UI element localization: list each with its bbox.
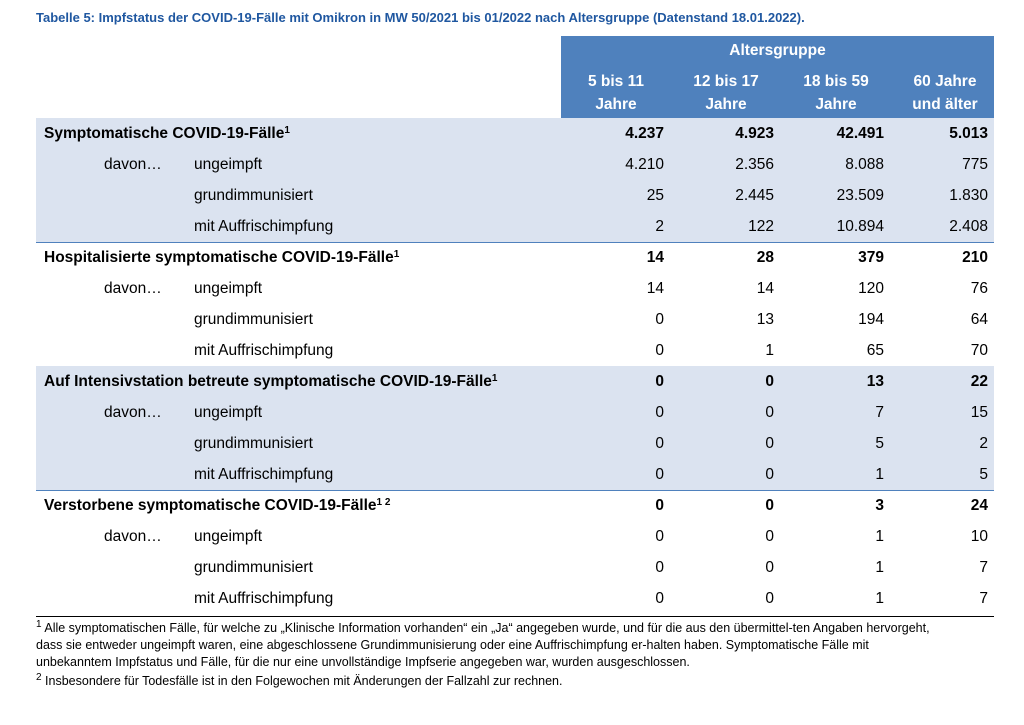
value-cell: 2 [655, 218, 664, 235]
footnotes [36, 620, 946, 690]
table-row [36, 583, 994, 614]
table-row [36, 459, 994, 490]
table-row [36, 335, 994, 366]
value-cell: 0 [655, 466, 664, 483]
total-cell: 22 [970, 373, 988, 390]
value-cell: 1 [875, 590, 884, 607]
value-cell: 0 [655, 404, 664, 421]
header-col-18-59: 18 bis 59 Jahre [803, 73, 869, 113]
value-cell: 5 [875, 435, 884, 452]
value-cell: 0 [655, 435, 664, 452]
value-cell: 1 [875, 528, 884, 545]
value-cell: 8.088 [845, 156, 884, 173]
value-cell: 1.830 [949, 187, 988, 204]
vaccination-status-label: grundimmunisiert [194, 435, 313, 452]
davon-label: davon… [104, 156, 162, 173]
value-cell: 23.509 [836, 187, 884, 204]
section-title: Verstorbene symptomatische COVID-19-Fälle$^{1 2}$ [44, 497, 391, 514]
value-cell: 2.408 [949, 218, 988, 235]
total-cell: 14 [646, 249, 664, 266]
value-cell: 194 [858, 311, 884, 328]
davon-label: davon… [104, 404, 162, 421]
header-age-group: Altersgruppe [729, 42, 826, 59]
value-cell: 122 [748, 218, 774, 235]
value-cell: 0 [765, 404, 774, 421]
table-row [36, 180, 994, 211]
vaccination-status-label: ungeimpft [194, 404, 263, 421]
table-row [36, 273, 994, 304]
section-title-row [36, 242, 994, 273]
total-cell: 0 [765, 497, 774, 514]
vaccination-status-label: ungeimpft [194, 528, 263, 545]
total-cell: 28 [756, 249, 774, 266]
table-row [36, 428, 994, 459]
section-title: Hospitalisierte symptomatische COVID-19-Fälle$^1$ [44, 249, 400, 266]
value-cell: 7 [979, 559, 988, 576]
value-cell: 0 [765, 559, 774, 576]
davon-label: davon… [104, 528, 162, 545]
value-cell: 0 [765, 590, 774, 607]
vaccination-status-label: grundimmunisiert [194, 311, 313, 328]
value-cell: 1 [875, 559, 884, 576]
value-cell: 0 [655, 342, 664, 359]
table-row [36, 149, 994, 180]
footnote-1: $^1$ Alle symptomatischen Fälle, für welche zu „Klinische Information vorhanden“ ein „Ja“ angegeben wurde, und für die aus den übermittel-ten Angaben hervorgeht, dass sie entweder ungeimpft waren, eine abgeschlossene Grundimmunisierung oder eine Auffrischimpfung er-halten haben. Symptomatische Fälle mit unbekanntem Impfstatus und Fälle, für die nur eine unvollständige Impfserie angegeben war, wurden ausgeschlossen. [36, 619, 930, 669]
total-cell: 4.237 [625, 125, 664, 142]
table-row [36, 304, 994, 335]
value-cell: 0 [655, 559, 664, 576]
value-cell: 775 [962, 156, 988, 173]
value-cell: 1 [875, 466, 884, 483]
footnote-2: $^2$ Insbesondere für Todesfälle ist in den Folgewochen mit Änderungen der Fallzahl zur rechnen. [36, 672, 563, 688]
value-cell: 13 [756, 311, 774, 328]
value-cell: 10 [970, 528, 988, 545]
total-cell: 379 [858, 249, 884, 266]
section-title: Symptomatische COVID-19-Fälle$^1$ [44, 125, 290, 142]
value-cell: 0 [765, 466, 774, 483]
value-cell: 0 [765, 435, 774, 452]
value-cell: 25 [646, 187, 664, 204]
value-cell: 7 [875, 404, 884, 421]
value-cell: 0 [655, 590, 664, 607]
footnote-separator [36, 616, 994, 617]
vaccination-status-label: ungeimpft [194, 280, 263, 297]
vaccination-status-label: mit Auffrischimpfung [194, 218, 334, 235]
value-cell: 15 [970, 404, 988, 421]
value-cell: 2.445 [735, 187, 774, 204]
value-cell: 2.356 [735, 156, 774, 173]
total-cell: 0 [655, 497, 664, 514]
table-row [36, 552, 994, 583]
davon-label: davon… [104, 280, 162, 297]
total-cell: 210 [962, 249, 988, 266]
value-cell: 10.894 [836, 218, 884, 235]
value-cell: 0 [765, 528, 774, 545]
value-cell: 2 [979, 435, 988, 452]
vaccination-status-label: mit Auffrischimpfung [194, 590, 334, 607]
total-cell: 42.491 [836, 125, 884, 142]
value-cell: 1 [765, 342, 774, 359]
table-row [36, 521, 994, 552]
total-cell: 24 [970, 497, 988, 514]
total-cell: 3 [875, 497, 884, 514]
value-cell: 64 [970, 311, 988, 328]
value-cell: 65 [866, 342, 884, 359]
vaccination-status-label: ungeimpft [194, 156, 263, 173]
header-col-60-plus: 60 Jahre und älter [912, 73, 978, 113]
total-cell: 13 [866, 373, 884, 390]
value-cell: 76 [970, 280, 988, 297]
table-row [36, 397, 994, 428]
value-cell: 4.210 [625, 156, 664, 173]
value-cell: 14 [756, 280, 774, 297]
table-row [36, 211, 994, 242]
section-title-row [36, 490, 994, 521]
header-col-5-11: 5 bis 11 Jahre [587, 73, 644, 113]
value-cell: 0 [655, 528, 664, 545]
value-cell: 120 [858, 280, 884, 297]
value-cell: 70 [970, 342, 988, 359]
vaccination-status-label: mit Auffrischimpfung [194, 342, 334, 359]
value-cell: 5 [979, 466, 988, 483]
vaccination-status-label: grundimmunisiert [194, 559, 313, 576]
header-col-12-17: 12 bis 17 Jahre [693, 73, 759, 113]
total-cell: 0 [655, 373, 664, 390]
table-caption: Tabelle 5: Impfstatus der COVID-19-Fälle mit Omikron in MW 50/2021 bis 01/2022 nach Altersgruppe (Datenstand 18.01.2022). [36, 10, 805, 25]
vaccination-status-label: grundimmunisiert [194, 187, 313, 204]
section-title-row [36, 366, 994, 397]
total-cell: 5.013 [949, 125, 988, 142]
total-cell: 0 [765, 373, 774, 390]
value-cell: 7 [979, 590, 988, 607]
vaccination-status-label: mit Auffrischimpfung [194, 466, 334, 483]
total-cell: 4.923 [735, 125, 774, 142]
section-title: Auf Intensivstation betreute symptomatische COVID-19-Fälle$^1$ [44, 373, 498, 390]
section-title-row [36, 118, 994, 149]
value-cell: 0 [655, 311, 664, 328]
value-cell: 14 [646, 280, 664, 297]
